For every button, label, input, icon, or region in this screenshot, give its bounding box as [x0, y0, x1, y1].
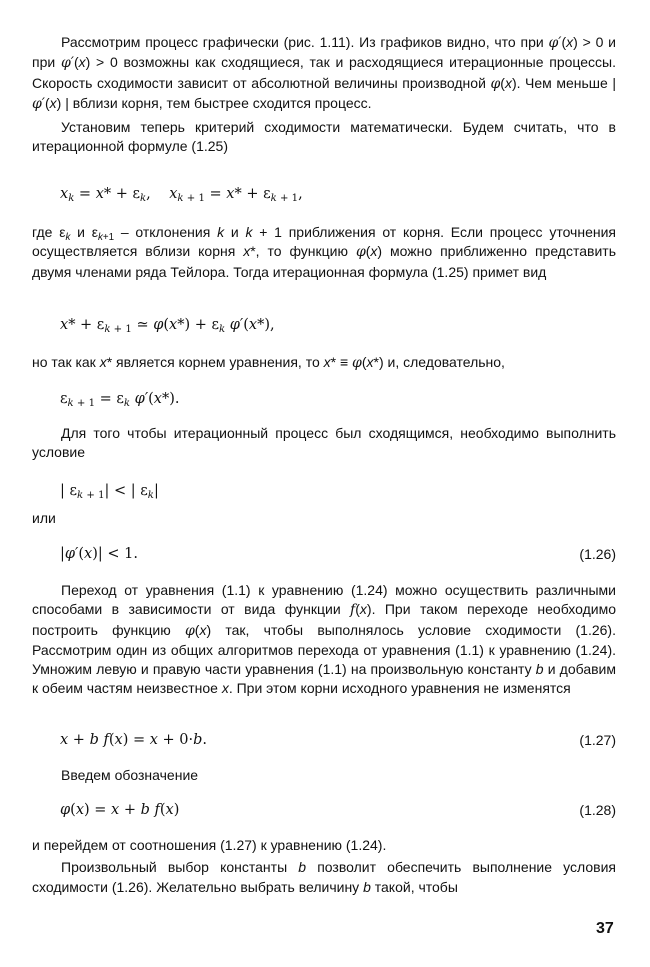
paragraph-1: Рассмотрим процесс графически (рис. 1.11). Из графиков видно, что при φ′(x) > 0 и при φ′(x) > 0 возможны как сходящиеся, так и расходящиеся итерационные процессы. Скорость сходимости зависит от абсолютной величины производной φ(x). Чем меньше | φ′(x) | вблизи корня, тем быстрее сходится процесс. — [32, 34, 617, 112]
equation-error: $\varepsilon_{k + 1} = \varepsilon_k$ φ′(x*). — [60, 391, 180, 409]
paragraph-10: Произвольный выбор константы b позволит обеспечить выполнение условия сходимости (1.26). Желательно выбрать величину b такой, чтобы — [32, 859, 616, 895]
equation-1-26: |φ′(x)| < 1. (1.26) — [60, 543, 616, 565]
paragraph-5: Для того чтобы итерационный процесс был сходящимся, необходимо выполнить условие — [32, 425, 616, 461]
paragraph-taylor — [32, 223, 616, 282]
paragraph-7: Переход от уравнения (1.1) к уравнению (1.24) можно осуществить различными способами в зависимости от вида функции f(x). При таком переходе необходимо построить функцию φ(x) так, чтобы выполнялось условие сходимости (1.26). Рассмотрим один из общих алгоритмов перехода от уравнения (1.1) к уравнению (1.24). Умножим левую и правую части уравнения (1.1) на произвольную константу b и добавим к обеим частям неизвестное x. При этом корни исходного уравнения не изменятся — [32, 582, 616, 697]
paragraph-transition — [32, 581, 616, 699]
page-number: 37 — [596, 920, 614, 937]
paragraph-4: но так как x* является корнем уравнения, то x* ≡ φ(x*) и, следовательно, — [32, 354, 505, 371]
paragraph-2: Установим теперь критерий сходимости математически. Будем считать, что в итерационной формуле (1.25) — [32, 119, 616, 155]
equation-iterates: $x_k = x* + \varepsilon_k$, $x_{k + 1} = x* + \varepsilon_{k + 1}$, — [60, 186, 303, 204]
paragraph-intro — [32, 33, 616, 157]
equation-1-28: φ(x) = x + b f(x) (1.28) — [60, 799, 616, 821]
paragraph-3: где $\varepsilon_k$ и $\varepsilon_{k+1}$ – отклонения k и k + 1 приближения от корня. Если процесс уточнения осуществляется вблизи корня x*, то функцию φ(x) можно приближенно представить двумя членами ряда Тейлора. Тогда итерационная формула (1.25) примет вид — [32, 224, 616, 280]
paragraph-notation: Введем обозначение — [61, 767, 199, 783]
paragraph-proceed — [32, 836, 616, 897]
equation-abs-error: | $\varepsilon_{k + 1}|$ < | $\varepsilon_k|$ — [60, 483, 159, 501]
paragraph-root — [32, 353, 616, 373]
paragraph-9: и перейдем от соотношения (1.27) к уравнению (1.24). — [32, 837, 387, 853]
paragraph-condition — [32, 424, 616, 463]
equation-number-1-27: (1.27) — [579, 732, 616, 748]
equation-number-1-26: (1.26) — [579, 546, 616, 562]
equation-number-1-28: (1.28) — [579, 802, 616, 818]
equation-taylor: $x* + \varepsilon_{k + 1}$ ≃ $\varphi(x*) + \varepsilon_k$ φ′(x*), — [60, 317, 275, 335]
word-or: или — [32, 510, 56, 526]
equation-1-27: x + b f(x) = x + 0·b. (1.27) — [60, 729, 616, 751]
